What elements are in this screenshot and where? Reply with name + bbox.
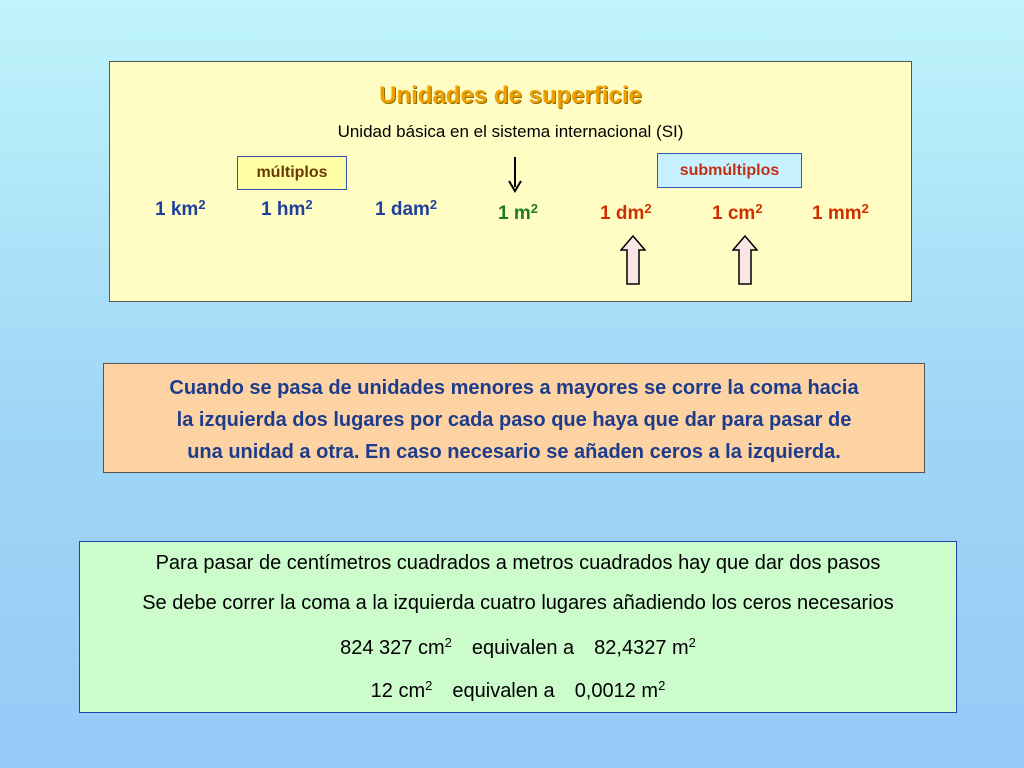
subtitle: Unidad básica en el sistema internacional (SI) <box>337 122 684 141</box>
up-arrow-icon <box>620 235 646 285</box>
unit-dm2: 1 $dm^2$ <box>600 201 652 224</box>
example-rule: Se debe correr la coma a la izquierda cuatro lugares añadiendo los ceros necesarios <box>142 592 894 614</box>
rule-line: una unidad a otra. En caso necesario se añaden ceros a la izquierda. <box>187 441 841 463</box>
unit-m2: 1 $m^2$ <box>498 201 538 224</box>
rule-line: la izquierda dos lugares por cada paso que haya que dar para pasar de <box>176 409 852 431</box>
example-conversion-1: 824 327 $cm^2$ equivalen a 82,4327 $m^2$ <box>340 635 696 659</box>
example-panel <box>79 541 957 713</box>
rule-panel <box>103 363 925 473</box>
up-arrow-icon <box>732 235 758 285</box>
unit-mm2: 1 $mm^2$ <box>812 201 869 224</box>
example-conversion-2: 12 $cm^2$ equivalen a 0,0012 $m^2$ <box>370 678 666 702</box>
unit-km2: 1 $km^2$ <box>155 197 206 220</box>
rule-line: Cuando se pasa de unidades menores a mayores se corre la coma hacia <box>169 377 859 399</box>
submultiples-label: submúltiplos <box>657 153 802 188</box>
multiples-label: múltiplos <box>237 156 347 190</box>
unit-hm2: 1 $hm^2$ <box>261 197 313 220</box>
page-title: Unidades de superficie <box>379 82 642 109</box>
units-panel <box>109 61 912 302</box>
down-arrow-icon <box>505 157 525 193</box>
unit-dam2: 1 dam$^2$ <box>375 197 438 220</box>
unit-cm2: 1 $cm^2$ <box>712 201 763 224</box>
example-intro: Para pasar de centímetros cuadrados a metros cuadrados hay que dar dos pasos <box>155 552 881 574</box>
